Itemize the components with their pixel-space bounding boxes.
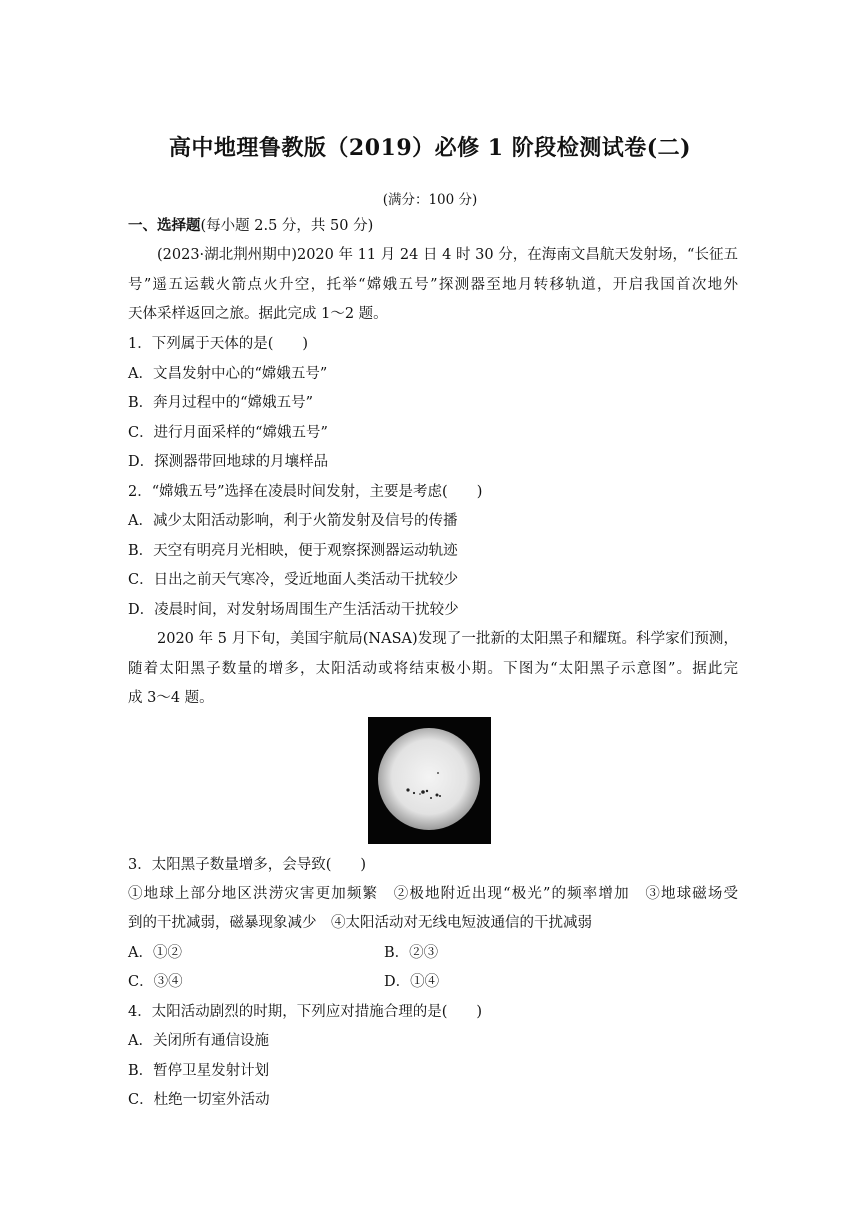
q3-option-d: D．①④ [384,974,440,990]
q2-stem: 2．“嫦娥五号”选择在凌晨时间发射，主要是考虑( ) [128,484,483,500]
q3-stem: 3．太阳黑子数量增多，会导致( ) [128,857,367,873]
passage2-line1: 2020 年 5 月下旬，美国宇航局(NASA)发现了一批新的太阳黑子和耀斑。科学家们预测， [157,631,738,647]
q3-option-a: A．①② [128,945,182,961]
exam-title: 高中地理鲁教版（2019）必修 1 阶段检测试卷(二) [168,135,692,161]
passage1-line1: (2023·湖北荆州期中)2020 年 11 月 24 日 4 时 30 分，在海南文昌航天发射场，“长征五 [157,247,738,263]
q4-option-a: A．关闭所有通信设施 [128,1033,269,1049]
q4-stem: 4．太阳活动剧烈的时期，下列应对措施合理的是( ) [128,1004,483,1020]
q1-option-d: D．探测器带回地球的月壤样品 [128,454,329,470]
q2-option-c: C．日出之前天气寒冷，受近地面人类活动干扰较少 [128,572,459,588]
q1-option-c: C．进行月面采样的“嫦娥五号” [128,425,328,441]
q3-option-c: C．③④ [128,974,183,990]
q3-statements-line1: ①地球上部分地区洪涝灾害更加频繁 ②极地附近出现“极光”的频率增加 ③地球磁场受 [128,886,738,902]
q3-option-b: B．②③ [384,945,439,961]
q3-statements-line2: 到的干扰减弱，磁暴现象减少 ④太阳活动对无线电短波通信的干扰减弱 [128,915,592,931]
q2-option-d: D．凌晨时间，对发射场周围生产生活活动干扰较少 [128,602,459,618]
sun-disk-image [368,717,491,844]
passage2-line3: 成 3～4 题。 [128,690,214,706]
score-note: (满分：100 分) [382,192,478,208]
passage1-line3: 天体采样返回之旅。据此完成 1～2 题。 [128,306,388,322]
passage1-line2: 号”遥五运载火箭点火升空，托举“嫦娥五号”探测器至地月转移轨道，开启我国首次地外 [128,277,738,293]
section-heading-line [128,216,738,236]
q1-stem: 1．下列属于天体的是( ) [128,336,309,352]
sunspot-figure [368,717,491,844]
q1-option-b: B．奔月过程中的“嫦娥五号” [128,395,313,411]
q4-option-b: B．暂停卫星发射计划 [128,1063,270,1079]
section-note: (每小题 2.5 分，共 50 分) [200,218,374,234]
passage2-line2: 随着太阳黑子数量的增多，太阳活动或将结束极小期。下图为“太阳黑子示意图”。据此完 [128,661,738,677]
q1-option-a: A．文昌发射中心的“嫦娥五号” [128,366,328,382]
sun-disk [378,728,480,830]
q2-option-a: A．减少太阳活动影响，利于火箭发射及信号的传播 [128,513,458,529]
q4-option-c: C．杜绝一切室外活动 [128,1092,270,1108]
section-heading: 一、选择题 [128,217,201,234]
q2-option-b: B．天空有明亮月光相映，便于观察探测器运动轨迹 [128,543,458,559]
